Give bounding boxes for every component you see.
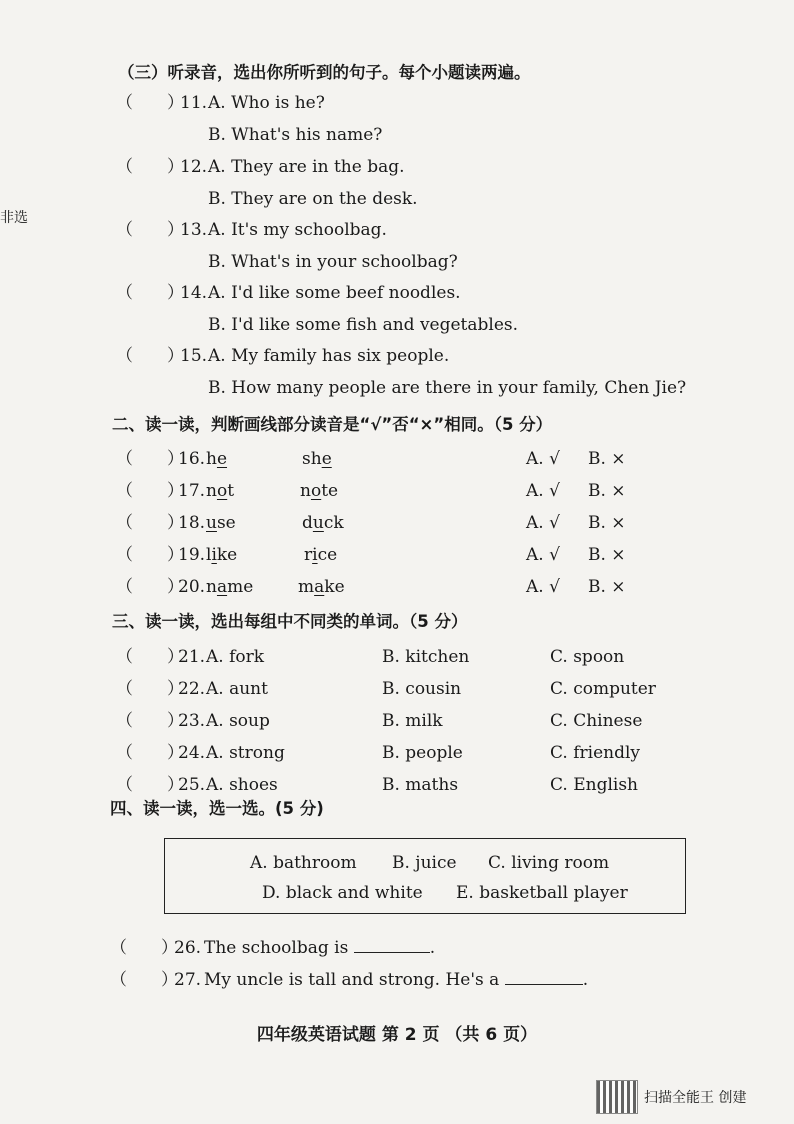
qr-code-icon	[596, 1080, 638, 1114]
word-1: not	[206, 481, 235, 501]
option-a[interactable]: A. aunt	[206, 679, 268, 699]
word-bank-option-d: D. black and white	[262, 883, 423, 903]
answer-blank[interactable]	[354, 938, 430, 953]
scanner-watermark	[596, 1080, 746, 1114]
option-a[interactable]: A. strong	[206, 743, 285, 763]
underlined-letter: i	[211, 545, 217, 565]
question-number: 27.	[174, 970, 202, 990]
option-b[interactable]: B. ×	[588, 545, 626, 565]
word-1: he	[206, 449, 228, 469]
option-a: A. I'd like some beef noodles.	[208, 283, 461, 303]
answer-bracket[interactable]: （ ）	[116, 545, 184, 565]
question-number: 24.	[178, 743, 206, 763]
option-a[interactable]: A. √	[526, 545, 560, 565]
question-number: 21.	[178, 647, 206, 667]
option-b[interactable]: B. people	[382, 743, 463, 763]
section-listen-heading: （三）听录音，选出你所听到的句子。每个小题读两遍。	[118, 63, 531, 82]
option-c[interactable]: C. friendly	[550, 743, 640, 763]
option-a[interactable]: A. fork	[206, 647, 265, 667]
option-a: A. It's my schoolbag.	[208, 220, 387, 240]
answer-bracket[interactable]: （ ）	[116, 449, 184, 469]
answer-bracket[interactable]: （ ）	[116, 93, 184, 113]
side-margin-text: 非选	[0, 210, 28, 226]
underlined-letter: o	[310, 481, 322, 501]
answer-bracket[interactable]: （ ）	[116, 513, 184, 533]
option-b[interactable]: B. milk	[382, 711, 443, 731]
underlined-letter: u	[206, 513, 217, 533]
option-b[interactable]: B. ×	[588, 449, 626, 469]
part2-heading: 二、读一读，判断画线部分读音是“√”否“×”相同。（5 分）	[112, 415, 553, 434]
option-a: A. They are in the bag.	[208, 157, 405, 177]
option-a[interactable]: A. √	[526, 513, 560, 533]
question-number: 19.	[178, 545, 206, 565]
option-a[interactable]: A. √	[526, 449, 560, 469]
answer-blank[interactable]	[505, 970, 583, 985]
word-2: make	[298, 577, 345, 597]
scanner-watermark-text: 扫描全能王 创建	[644, 1090, 747, 1106]
word-1: name	[206, 577, 254, 597]
answer-bracket[interactable]: （ ）	[116, 711, 184, 731]
word-bank-option-b: B. juice	[392, 853, 457, 873]
option-b[interactable]: B. ×	[588, 513, 626, 533]
answer-bracket[interactable]: （ ）	[116, 220, 184, 240]
answer-bracket[interactable]: （ ）	[110, 938, 178, 958]
underlined-letter: u	[312, 513, 324, 533]
answer-bracket[interactable]: （ ）	[116, 157, 184, 177]
underlined-letter: i	[312, 545, 318, 565]
option-b[interactable]: B. maths	[382, 775, 459, 795]
underlined-letter: o	[216, 481, 228, 501]
question-number: 26.	[174, 938, 202, 958]
option-b: B. What's in your schoolbag?	[208, 252, 458, 272]
option-a[interactable]: A. shoes	[206, 775, 278, 795]
option-b[interactable]: B. cousin	[382, 679, 462, 699]
word-1: use	[206, 513, 236, 533]
option-b[interactable]: B. kitchen	[382, 647, 470, 667]
question-number: 11.	[180, 93, 208, 113]
option-c[interactable]: C. spoon	[550, 647, 625, 667]
answer-bracket[interactable]: （ ）	[116, 346, 184, 366]
answer-bracket[interactable]: （ ）	[116, 679, 184, 699]
question-number: 13.	[180, 220, 208, 240]
answer-bracket[interactable]: （ ）	[110, 970, 178, 990]
underlined-letter: e	[216, 449, 228, 469]
option-a[interactable]: A. soup	[206, 711, 270, 731]
sentence: The schoolbag is .	[204, 938, 436, 958]
word-1: like	[206, 545, 238, 565]
part3-heading: 三、读一读，选出每组中不同类的单词。（5 分）	[112, 612, 468, 631]
word-bank-option-a: A. bathroom	[250, 853, 357, 873]
underlined-letter: a	[216, 577, 228, 597]
option-b: B. How many people are there in your family, Chen Jie?	[208, 378, 687, 398]
option-b: B. They are on the desk.	[208, 189, 418, 209]
word-bank-option-e: E. basketball player	[456, 883, 628, 903]
answer-bracket[interactable]: （ ）	[116, 647, 184, 667]
question-number: 22.	[178, 679, 206, 699]
word-2: she	[302, 449, 332, 469]
option-a: A. My family has six people.	[208, 346, 450, 366]
underlined-letter: a	[314, 577, 325, 597]
word-2: note	[300, 481, 339, 501]
question-number: 15.	[180, 346, 208, 366]
sentence: My uncle is tall and strong. He's a .	[204, 970, 589, 990]
word-2: duck	[302, 513, 344, 533]
question-number: 14.	[180, 283, 208, 303]
option-c[interactable]: C. computer	[550, 679, 656, 699]
answer-bracket[interactable]: （ ）	[116, 577, 184, 597]
part4-heading: 四、读一读，选一选。(5 分)	[110, 799, 324, 818]
option-c[interactable]: C. English	[550, 775, 638, 795]
question-number: 23.	[178, 711, 206, 731]
word-bank-option-c: C. living room	[488, 853, 610, 873]
question-number: 12.	[180, 157, 208, 177]
option-a[interactable]: A. √	[526, 577, 560, 597]
question-number: 20.	[178, 577, 206, 597]
option-b[interactable]: B. ×	[588, 481, 626, 501]
option-a: A. Who is he?	[208, 93, 325, 113]
question-number: 25.	[178, 775, 206, 795]
answer-bracket[interactable]: （ ）	[116, 481, 184, 501]
question-number: 18.	[178, 513, 206, 533]
answer-bracket[interactable]: （ ）	[116, 775, 184, 795]
answer-bracket[interactable]: （ ）	[116, 743, 184, 763]
option-b[interactable]: B. ×	[588, 577, 626, 597]
option-b: B. I'd like some fish and vegetables.	[208, 315, 519, 335]
page-footer: 四年级英语试题 第 2 页 （共 6 页）	[256, 1025, 538, 1045]
question-number: 17.	[178, 481, 206, 501]
word-2: rice	[304, 545, 338, 565]
underlined-letter: e	[321, 449, 332, 469]
option-b: B. What's his name?	[208, 125, 383, 145]
answer-bracket[interactable]: （ ）	[116, 283, 184, 303]
question-number: 16.	[178, 449, 206, 469]
option-c[interactable]: C. Chinese	[550, 711, 643, 731]
option-a[interactable]: A. √	[526, 481, 560, 501]
